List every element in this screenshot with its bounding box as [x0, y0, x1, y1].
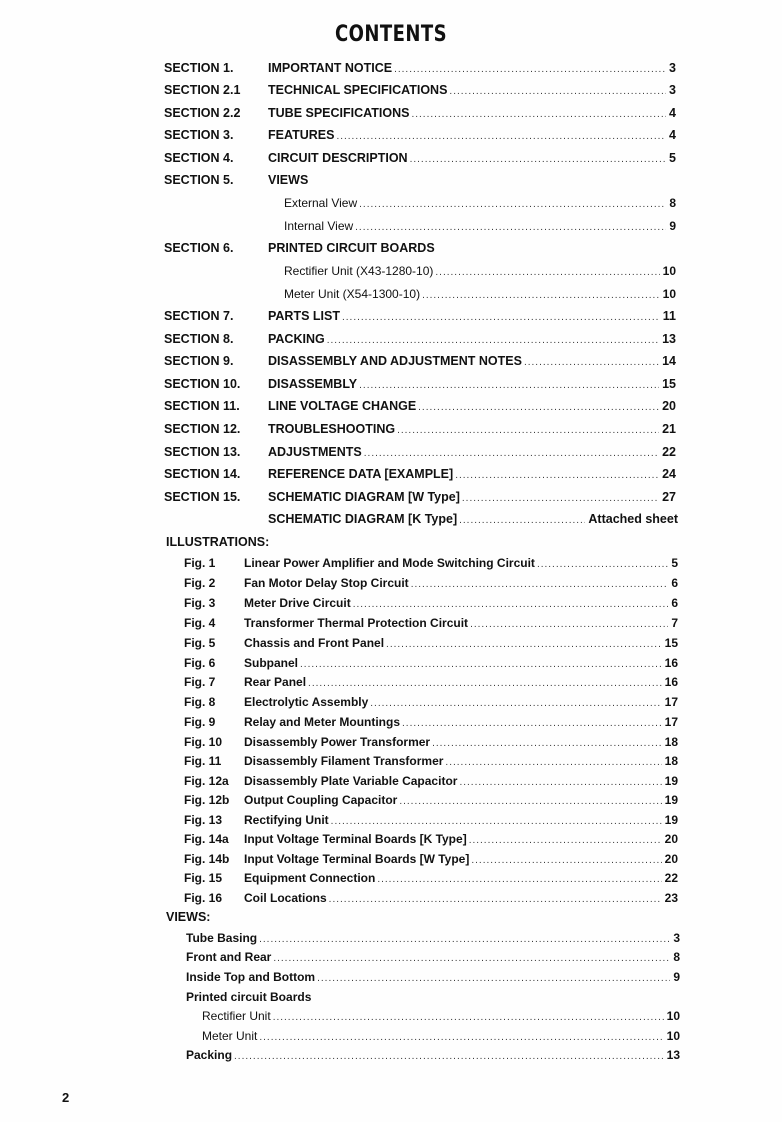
- page-ref: 4: [669, 106, 676, 120]
- page-ref: 4: [669, 128, 676, 142]
- view-title: Meter Unit: [202, 1029, 258, 1043]
- dot-leader: [273, 953, 670, 964]
- entry-title: TROUBLESHOOTING: [268, 422, 396, 436]
- page-ref: 19: [664, 774, 678, 788]
- dot-leader: [524, 357, 659, 368]
- dot-leader: [386, 639, 662, 650]
- figure-label: Fig. 4: [184, 616, 216, 630]
- page-ref: 11: [662, 309, 676, 323]
- view-title: Front and Rear: [186, 950, 272, 964]
- entry-title: FEATURES: [268, 128, 335, 142]
- dot-leader: [397, 425, 659, 436]
- figure-title: Disassembly Power Transformer: [244, 735, 431, 749]
- figure-title: Input Voltage Terminal Boards [W Type]: [244, 852, 470, 866]
- entry-title: CIRCUIT DESCRIPTION: [268, 151, 408, 165]
- entry-title: PRINTED CIRCUIT BOARDS: [268, 241, 435, 255]
- figure-entry[interactable]: [184, 735, 678, 749]
- page-ref: 20: [662, 399, 676, 413]
- page-ref: 13: [662, 332, 676, 346]
- dot-leader: [471, 855, 661, 866]
- page-ref: 27: [662, 490, 676, 504]
- page-ref: 9: [669, 219, 676, 233]
- page-ref: 7: [671, 616, 678, 630]
- page-number: 2: [62, 1090, 70, 1105]
- figure-label: Fig. 14a: [184, 832, 229, 846]
- dot-leader: [336, 131, 666, 142]
- figure-entry[interactable]: [184, 695, 678, 709]
- figure-title: Transformer Thermal Protection Circuit: [244, 616, 469, 630]
- view-title: Inside Top and Bottom: [186, 970, 316, 984]
- dot-leader: [432, 738, 662, 749]
- section-label: SECTION 8.: [164, 332, 234, 346]
- entry-title: Rectifier Unit (X43-1280-10): [284, 264, 434, 278]
- page-ref: 17: [664, 695, 678, 709]
- toc-entry[interactable]: [164, 377, 676, 391]
- page-ref: 10: [662, 287, 676, 301]
- dot-leader: [353, 599, 669, 610]
- dot-leader: [411, 109, 666, 120]
- dot-leader: [355, 222, 666, 233]
- figure-title: Linear Power Amplifier and Mode Switching Circuit: [244, 556, 535, 570]
- figure-label: Fig. 7: [184, 675, 216, 689]
- page-ref: 20: [664, 832, 678, 846]
- dot-leader: [327, 335, 659, 346]
- figure-entry[interactable]: [184, 656, 678, 670]
- toc-entry[interactable]: [164, 445, 676, 459]
- entry-title: VIEWS: [268, 173, 309, 187]
- figure-label: Fig. 12b: [184, 793, 230, 807]
- dot-leader: [370, 698, 661, 709]
- section-label: SECTION 14.: [164, 467, 241, 481]
- entry-title: PACKING: [268, 332, 325, 346]
- dot-leader: [445, 757, 661, 768]
- page-ref: 22: [662, 445, 676, 459]
- figure-entry[interactable]: [184, 891, 678, 905]
- page-ref: 23: [664, 891, 678, 905]
- section-label: SECTION 12.: [164, 422, 241, 436]
- dot-leader: [234, 1051, 664, 1062]
- dot-leader: [273, 1012, 664, 1023]
- figure-entry[interactable]: [184, 576, 678, 590]
- figure-entry[interactable]: [184, 715, 678, 729]
- entry-title: SCHEMATIC DIAGRAM [W Type]: [268, 490, 460, 504]
- section-label: SECTION 7.: [164, 309, 234, 323]
- toc-subentry[interactable]: [284, 219, 676, 233]
- toc-subentry[interactable]: [284, 196, 676, 210]
- toc-entry[interactable]: [164, 399, 676, 413]
- page-ref: 13: [666, 1048, 680, 1062]
- figure-title: Meter Drive Circuit: [244, 596, 351, 610]
- figure-label: Fig. 1: [184, 556, 216, 570]
- figure-title: Input Voltage Terminal Boards [K Type]: [244, 832, 467, 846]
- page-ref: 6: [671, 596, 678, 610]
- figure-label: Fig. 8: [184, 695, 216, 709]
- section-label: SECTION 2.1: [164, 83, 241, 97]
- entry-title: IMPORTANT NOTICE: [268, 61, 393, 75]
- section-label: SECTION 4.: [164, 151, 234, 165]
- entry-title: SCHEMATIC DIAGRAM [K Type]: [268, 512, 458, 526]
- toc-entry[interactable]: [164, 467, 676, 481]
- entry-title: TUBE SPECIFICATIONS: [268, 106, 410, 120]
- figure-entry[interactable]: [184, 596, 678, 610]
- figure-label: Fig. 12a: [184, 774, 229, 788]
- view-entry[interactable]: [186, 931, 680, 945]
- page-ref: 18: [664, 754, 678, 768]
- figure-label: Fig. 6: [184, 656, 216, 670]
- dot-leader: [469, 835, 662, 846]
- dot-leader: [259, 934, 670, 945]
- dot-leader: [259, 1032, 663, 1043]
- view-title: Packing: [186, 1048, 233, 1062]
- figure-title: Relay and Meter Mountings: [244, 715, 401, 729]
- dot-leader: [308, 678, 662, 689]
- dot-leader: [459, 777, 661, 788]
- section-label: SECTION 11.: [164, 399, 240, 413]
- page-ref: 3: [673, 931, 680, 945]
- view-entry[interactable]: [186, 990, 680, 1004]
- toc-entry[interactable]: [164, 354, 676, 368]
- figure-title: Rear Panel: [244, 675, 307, 689]
- section-label: SECTION 15.: [164, 490, 241, 504]
- dot-leader: [537, 559, 668, 570]
- page-ref: Attached sheet: [588, 512, 678, 526]
- figure-title: Coil Locations: [244, 891, 327, 905]
- dot-leader: [435, 267, 659, 278]
- dot-leader: [459, 515, 585, 526]
- view-entry[interactable]: [186, 1048, 680, 1062]
- figure-title: Subpanel: [244, 656, 299, 670]
- figure-entry[interactable]: [184, 852, 678, 866]
- toc-subentry[interactable]: [284, 287, 676, 301]
- figure-title: Electrolytic Assembly: [244, 695, 369, 709]
- dot-leader: [399, 796, 661, 807]
- toc-entry[interactable]: [164, 173, 676, 187]
- view-subentry[interactable]: [202, 1009, 680, 1023]
- figure-entry[interactable]: [184, 793, 678, 807]
- figure-label: Fig. 10: [184, 735, 223, 749]
- dot-leader: [455, 470, 659, 481]
- figure-label: Fig. 11: [184, 754, 222, 768]
- dot-leader: [359, 380, 659, 391]
- view-entry[interactable]: [186, 970, 680, 984]
- entry-title: TECHNICAL SPECIFICATIONS: [268, 83, 448, 97]
- entry-title: LINE VOLTAGE CHANGE: [268, 399, 417, 413]
- page-ref: 8: [669, 196, 676, 210]
- illustrations-heading: ILLUSTRATIONS:: [166, 535, 270, 549]
- views-heading: VIEWS:: [166, 910, 211, 924]
- figure-label: Fig. 15: [184, 871, 223, 885]
- dot-leader: [300, 659, 662, 670]
- dot-leader: [364, 448, 659, 459]
- figure-entry[interactable]: [184, 616, 678, 630]
- page-ref: 18: [664, 735, 678, 749]
- section-label: SECTION 9.: [164, 354, 234, 368]
- toc-entry[interactable]: [164, 422, 676, 436]
- entry-title: Meter Unit (X54-1300-10): [284, 287, 421, 301]
- figure-entry[interactable]: [184, 675, 678, 689]
- section-label: SECTION 5.: [164, 173, 234, 187]
- page-ref: 9: [673, 970, 680, 984]
- view-subentry[interactable]: [202, 1029, 680, 1043]
- page-ref: 15: [664, 636, 678, 650]
- figure-label: Fig. 5: [184, 636, 216, 650]
- figure-label: Fig. 13: [184, 813, 223, 827]
- toc-entry[interactable]: [164, 151, 676, 165]
- view-entry[interactable]: [186, 950, 680, 964]
- dot-leader: [359, 199, 666, 210]
- page-ref: 14: [662, 354, 676, 368]
- figure-entry[interactable]: [184, 871, 678, 885]
- page-ref: 16: [664, 675, 678, 689]
- figure-title: Rectifying Unit: [244, 813, 329, 827]
- figure-label: Fig. 9: [184, 715, 216, 729]
- entry-title: PARTS LIST: [268, 309, 340, 323]
- toc-entry[interactable]: [164, 241, 676, 255]
- page-ref: 22: [664, 871, 678, 885]
- page-title: CONTENTS: [335, 22, 447, 47]
- figure-title: Output Coupling Capacitor: [244, 793, 398, 807]
- toc-entry[interactable]: [164, 332, 676, 346]
- toc-entry[interactable]: [268, 512, 678, 526]
- toc-entry[interactable]: [164, 490, 676, 504]
- dot-leader: [402, 718, 662, 729]
- toc-entry[interactable]: [164, 128, 676, 142]
- page-ref: 5: [669, 151, 676, 165]
- page-ref: 21: [662, 422, 676, 436]
- page-ref: 20: [664, 852, 678, 866]
- page-ref: 17: [664, 715, 678, 729]
- figure-entry[interactable]: [184, 556, 678, 570]
- dot-leader: [418, 402, 659, 413]
- figure-label: Fig. 2: [184, 576, 216, 590]
- dot-leader: [394, 64, 666, 75]
- entry-title: External View: [284, 196, 358, 210]
- figure-entry[interactable]: [184, 754, 678, 768]
- figure-entry[interactable]: [184, 774, 678, 788]
- dot-leader: [377, 874, 661, 885]
- section-label: SECTION 6.: [164, 241, 234, 255]
- figure-title: Disassembly Filament Transformer: [244, 754, 444, 768]
- page-ref: 15: [662, 377, 676, 391]
- page-ref: 10: [666, 1029, 680, 1043]
- section-label: SECTION 3.: [164, 128, 234, 142]
- section-label: SECTION 2.2: [164, 106, 241, 120]
- figure-label: Fig. 14b: [184, 852, 230, 866]
- dot-leader: [470, 619, 668, 630]
- figure-title: Equipment Connection: [244, 871, 376, 885]
- page-ref: 24: [662, 467, 676, 481]
- page-ref: 19: [664, 793, 678, 807]
- toc-entry[interactable]: [164, 309, 676, 323]
- page-ref: 10: [662, 264, 676, 278]
- page-ref: 10: [666, 1009, 680, 1023]
- figure-title: Fan Motor Delay Stop Circuit: [244, 576, 409, 590]
- dot-leader: [342, 312, 660, 323]
- figure-title: Disassembly Plate Variable Capacitor: [244, 774, 458, 788]
- entry-title: ADJUSTMENTS: [268, 445, 362, 459]
- view-title: Printed circuit Boards: [186, 990, 312, 1004]
- section-label: SECTION 1.: [164, 61, 234, 75]
- dot-leader: [449, 86, 666, 97]
- dot-leader: [331, 816, 662, 827]
- dot-leader: [462, 493, 659, 504]
- toc-entry[interactable]: [164, 83, 676, 97]
- page-ref: 3: [669, 61, 676, 75]
- figure-label: Fig. 3: [184, 596, 216, 610]
- toc-entry[interactable]: [164, 61, 676, 75]
- dot-leader: [411, 579, 669, 590]
- figure-entry[interactable]: [184, 832, 678, 846]
- entry-title: Internal View: [284, 219, 354, 233]
- dot-leader: [329, 894, 662, 905]
- dot-leader: [317, 973, 670, 984]
- figure-entry[interactable]: [184, 636, 678, 650]
- page-ref: 5: [671, 556, 678, 570]
- page-ref: 6: [671, 576, 678, 590]
- page-ref: 3: [669, 83, 676, 97]
- view-title: Rectifier Unit: [202, 1009, 271, 1023]
- entry-title: DISASSEMBLY AND ADJUSTMENT NOTES: [268, 354, 522, 368]
- page-ref: 16: [664, 656, 678, 670]
- section-label: SECTION 13.: [164, 445, 241, 459]
- figure-title: Chassis and Front Panel: [244, 636, 385, 650]
- dot-leader: [422, 290, 660, 301]
- view-title: Tube Basing: [186, 931, 258, 945]
- entry-title: REFERENCE DATA [EXAMPLE]: [268, 467, 454, 481]
- page-ref: 8: [673, 950, 680, 964]
- page-ref: 19: [664, 813, 678, 827]
- toc-subentry[interactable]: [284, 264, 676, 278]
- figure-entry[interactable]: [184, 813, 678, 827]
- entry-title: DISASSEMBLY: [268, 377, 358, 391]
- figure-label: Fig. 16: [184, 891, 223, 905]
- dot-leader: [410, 154, 666, 165]
- toc-entry[interactable]: [164, 106, 676, 120]
- section-label: SECTION 10.: [164, 377, 241, 391]
